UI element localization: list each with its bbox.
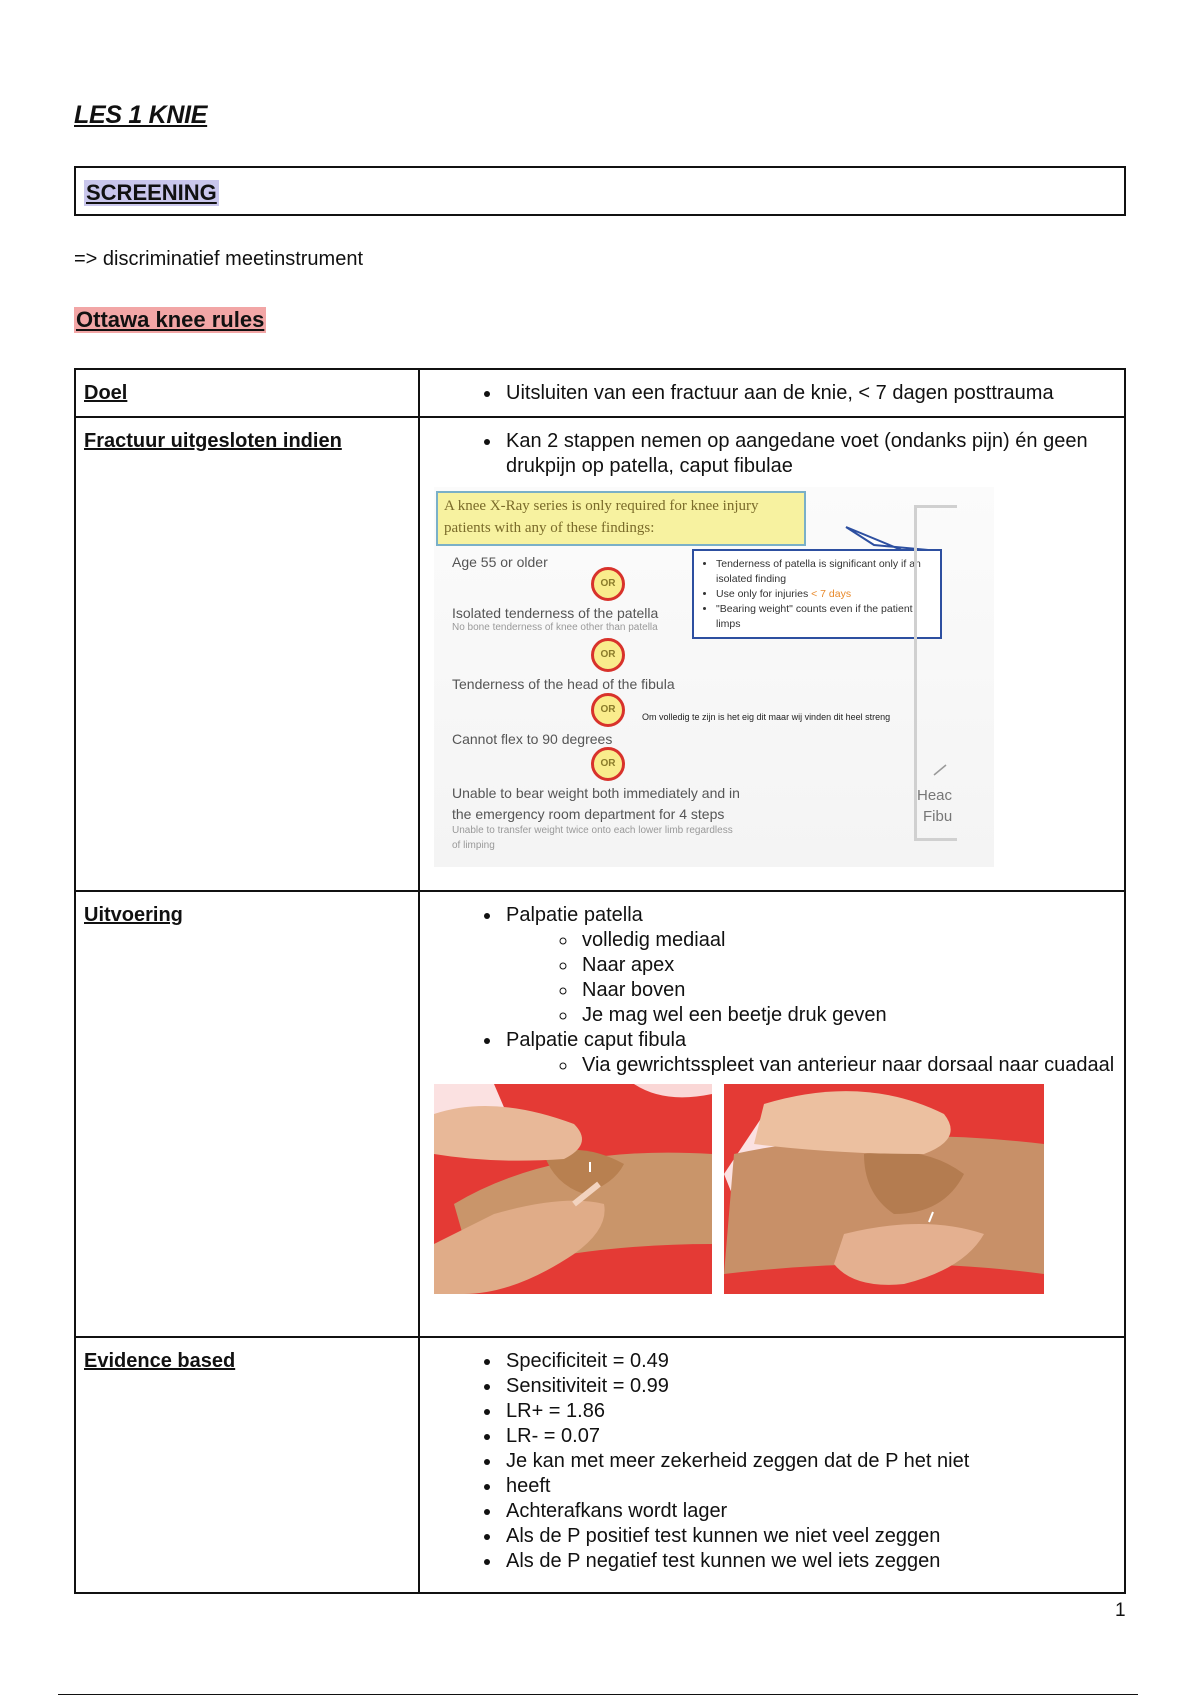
criterion-patella: Isolated tenderness of the patella	[452, 605, 659, 621]
list-item	[502, 903, 1116, 1028]
row-uitvoering	[75, 891, 1125, 1337]
intro-line: => discriminatief meetinstrument	[74, 248, 364, 270]
handwritten-note: Om volledig te zijn is het eig dit maar wij vinden dit heel streng	[642, 712, 891, 722]
edge-label: Fibu	[923, 808, 953, 825]
content-cell	[419, 417, 1125, 891]
or-badge: OR	[591, 747, 625, 781]
or-badge: OR	[591, 693, 625, 727]
fractuur-content	[420, 418, 1124, 479]
label-cell	[75, 891, 419, 1337]
ottawa-table	[74, 368, 1126, 1594]
sublist	[506, 928, 1116, 1028]
label-cell	[75, 369, 419, 417]
figure-header-box: A knee X-Ray series is only required for knee injury patients with any of these findings:	[436, 491, 806, 546]
list-item: • Je kan met meer zekerheid zeggen dat de P het niet	[502, 1449, 1116, 1474]
sublist-item: ◦ Via gewrichtsspleet van anterieur naar dorsaal naar cuadaal	[578, 1053, 1116, 1078]
page-number: 1	[1115, 1600, 1126, 1621]
label-cell	[75, 417, 419, 891]
section-box-screening	[74, 166, 1126, 216]
uitvoering-content	[420, 892, 1124, 1078]
list-item: • Sensitiviteit = 0.99	[502, 1374, 1116, 1399]
fractuur-list	[420, 429, 1116, 479]
list-item: • Als de P positief test kunnen we niet veel zeggen	[502, 1524, 1116, 1549]
subheading-ottawa: Ottawa knee rules	[76, 307, 265, 332]
callout-item-days: < 7 days	[811, 588, 852, 600]
criterion-weight-note: Unable to transfer weight twice onto each lower limb regardless	[452, 825, 733, 836]
sublist-item: ◦ Naar apex	[578, 953, 1116, 978]
uitvoering-list	[420, 903, 1116, 1078]
content-cell	[419, 1337, 1125, 1593]
label-cell	[75, 1337, 419, 1593]
row-evidence	[75, 1337, 1125, 1593]
document-title: LES 1 KNIE	[74, 101, 208, 129]
list-item: • Uitsluiten van een fractuur aan de knie, < 7 dagen posttrauma	[502, 381, 1116, 406]
row-label-evidence: Evidence based	[84, 1350, 236, 1372]
list-item	[502, 1028, 1116, 1078]
doel-list	[420, 381, 1116, 406]
callout-item: • "Bearing weight" counts even if the patient limps	[716, 602, 934, 632]
criterion-flex: Cannot flex to 90 degrees	[452, 731, 613, 747]
row-fractuur	[75, 417, 1125, 891]
leader-line	[434, 487, 994, 867]
callout-item: • Tenderness of patella is significant only if an isolated finding	[716, 557, 934, 587]
list-item: • LR- = 0.07	[502, 1424, 1116, 1449]
row-label-uitvoering: Uitvoering	[84, 904, 183, 926]
criterion-weight-note-cont: of limping	[452, 840, 495, 851]
sublist-item: ◦ volledig mediaal	[578, 928, 1116, 953]
criterion-fibula: Tenderness of the head of the fibula	[452, 676, 675, 692]
list-item: • heeft	[502, 1474, 1116, 1499]
or-badge: OR	[591, 567, 625, 601]
section-heading: SCREENING	[86, 180, 217, 205]
evidence-content	[420, 1338, 1124, 1582]
criterion-age: Age 55 or older	[452, 554, 548, 570]
palpation-photos	[420, 1084, 1124, 1294]
criterion-patella-note: No bone tenderness of knee other than patella	[452, 622, 658, 633]
edge-label: Heac	[917, 787, 953, 804]
list-item: • LR+ = 1.86	[502, 1399, 1116, 1424]
content-cell	[419, 369, 1125, 417]
list-item: • Achterafkans wordt lager	[502, 1499, 1116, 1524]
evidence-list	[420, 1349, 1116, 1574]
bullet-text: Palpatie caput fibula	[506, 1029, 687, 1051]
sublist-item: ◦ Naar boven	[578, 978, 1116, 1003]
or-badge: OR	[591, 638, 625, 672]
content-cell	[419, 891, 1125, 1337]
footer-divider	[58, 1694, 1138, 1695]
criterion-weight: Unable to bear weight both immediately and in	[452, 785, 740, 801]
sublist	[506, 1053, 1116, 1078]
row-label-doel: Doel	[84, 382, 128, 404]
photo-palpation-fibula	[724, 1084, 1044, 1294]
row-label-fractuur: Fractuur uitgesloten indien	[84, 430, 342, 452]
list-item: • Als de P negatief test kunnen we wel iets zeggen	[502, 1549, 1116, 1574]
photo-palpation-patella	[434, 1084, 712, 1294]
list-item: • Specificiteit = 0.49	[502, 1349, 1116, 1374]
bullet-text: Palpatie patella	[506, 904, 643, 926]
sublist-item: ◦ Je mag wel een beetje druk geven	[578, 1003, 1116, 1028]
row-doel	[75, 369, 1125, 417]
list-item: • Kan 2 stappen nemen op aangedane voet (ondanks pijn) én geen drukpijn op patella, caput fibulae	[502, 429, 1116, 479]
callout-item-text: Use only for injuries	[716, 588, 809, 600]
ottawa-rules-figure	[434, 487, 994, 867]
doel-content	[420, 370, 1124, 414]
criterion-weight-cont: the emergency room department for 4 steps	[452, 806, 725, 822]
